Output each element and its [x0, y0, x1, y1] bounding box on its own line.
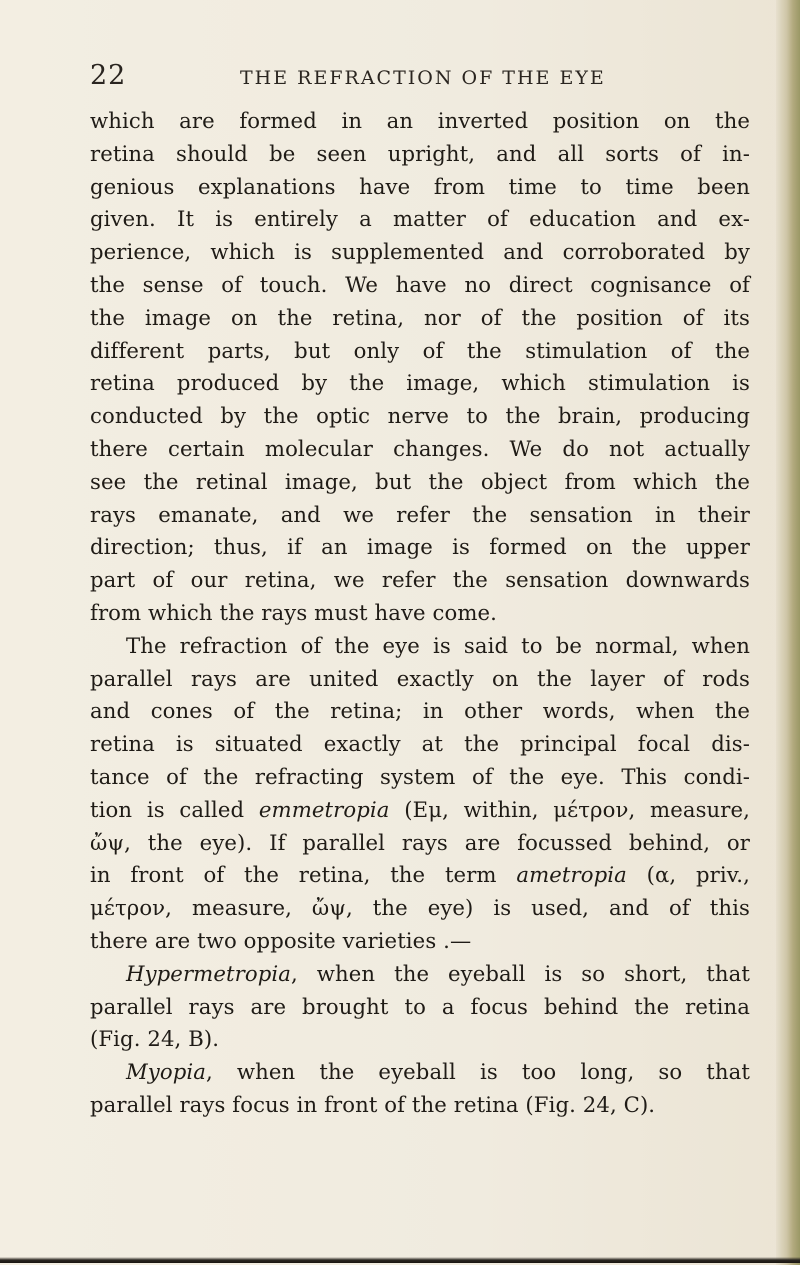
text-line: retina should be seen upright, and all sorts of in-: [90, 140, 750, 166]
text-line: parallel rays are united exactly on the layer of rods: [90, 665, 750, 691]
text-line: retina is situated exactly at the principal focal dis-: [90, 731, 750, 757]
text-line: there are two opposite varieties .—: [90, 927, 472, 953]
text-line: in front of the retina, the term ametropia (α, priv.,: [90, 862, 750, 888]
bottom-edge-rule: [0, 1257, 800, 1263]
text-line: conducted by the optic nerve to the brain, producing: [90, 403, 750, 429]
text-line: the sense of touch. We have no direct cognisance of: [90, 271, 750, 297]
text-line: tance of the refracting system of the eye. This condi-: [90, 763, 750, 789]
text-line: Hypermetropia, when the eyeball is so short, that: [126, 960, 750, 986]
text-line: different parts, but only of the stimulation of the: [90, 337, 750, 363]
text-line: rays emanate, and we refer the sensation in their: [90, 501, 750, 527]
text-line: (Fig. 24, B).: [90, 1026, 220, 1052]
text-line: there certain molecular changes. We do not actually: [90, 435, 750, 461]
text-line: ὤψ, the eye). If parallel rays are focussed behind, or: [90, 829, 750, 855]
text-line: genious explanations have from time to time been: [90, 173, 750, 199]
text-line: parallel rays focus in front of the retina (Fig. 24, C).: [90, 1091, 656, 1117]
page-edge-shadow: [776, 0, 800, 1265]
text-line: perience, which is supplemented and corroborated by: [90, 239, 750, 265]
text-line: the image on the retina, nor of the position of its: [90, 304, 750, 330]
text-line: see the retinal image, but the object from which the: [90, 468, 750, 494]
text-line: Myopia, when the eyeball is too long, so that: [126, 1059, 750, 1085]
text-line: tion is called emmetropia (Εμ, within, μέτρον, measure,: [90, 796, 750, 822]
text-line: direction; thus, if an image is formed on the upper: [90, 534, 750, 560]
running-title: THE REFRACTION OF THE EYE: [240, 67, 606, 89]
text-line: The refraction of the eye is said to be normal, when: [126, 632, 750, 658]
text-line: which are formed in an inverted position on the: [90, 108, 750, 133]
text-line: and cones of the retina; in other words, when the: [90, 698, 750, 724]
text-line: retina produced by the image, which stimulation is: [90, 370, 750, 396]
text-line: part of our retina, we refer the sensation downwards: [90, 567, 750, 593]
page-header: [90, 60, 730, 92]
text-line: μέτρον, measure, ὤψ, the eye) is used, and of this: [90, 895, 750, 921]
body-text: [90, 105, 750, 1122]
text-line: given. It is entirely a matter of education and ex-: [90, 206, 750, 232]
text-line: from which the rays must have come.: [90, 599, 497, 625]
text-line: parallel rays are brought to a focus behind the retina: [90, 993, 750, 1019]
page-number: 22: [90, 60, 127, 91]
